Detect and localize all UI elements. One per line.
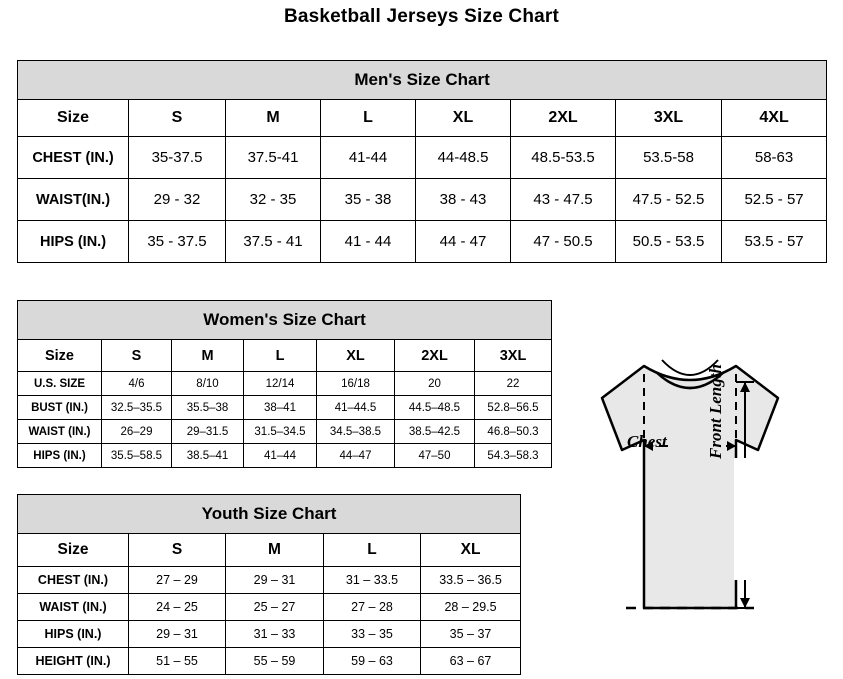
youth-cell: 55 – 59 (226, 648, 324, 675)
womens-header-cell: XL (317, 340, 395, 372)
mens-header-cell: L (321, 100, 416, 137)
youth-cell: 59 – 63 (324, 648, 421, 675)
womens-header-cell: M (172, 340, 244, 372)
mens-header-cell: 3XL (616, 100, 722, 137)
mens-size-table (17, 60, 827, 263)
mens-cell: 47 - 50.5 (511, 221, 616, 263)
jersey-illustration (540, 346, 840, 646)
mens-cell: 44 - 47 (416, 221, 511, 263)
womens-size-table (17, 300, 552, 468)
mens-cell: 35 - 38 (321, 179, 416, 221)
youth-cell: 28 – 29.5 (421, 594, 521, 621)
womens-row-label: HIPS (IN.) (18, 444, 102, 468)
mens-cell: 41-44 (321, 137, 416, 179)
womens-cell: 12/14 (244, 372, 317, 396)
womens-header-cell: 2XL (395, 340, 475, 372)
table-row (18, 621, 521, 648)
womens-cell: 16/18 (317, 372, 395, 396)
table-row (18, 420, 552, 444)
womens-row-label: WAIST (IN.) (18, 420, 102, 444)
mens-cell: 37.5-41 (226, 137, 321, 179)
mens-caption: Men's Size Chart (18, 61, 827, 100)
mens-cell: 29 - 32 (129, 179, 226, 221)
youth-cell: 63 – 67 (421, 648, 521, 675)
youth-caption: Youth Size Chart (18, 495, 521, 534)
mens-cell: 53.5 - 57 (722, 221, 827, 263)
womens-cell: 8/10 (172, 372, 244, 396)
womens-cell: 52.8–56.5 (475, 396, 552, 420)
womens-header-cell: L (244, 340, 317, 372)
womens-cell: 44–47 (317, 444, 395, 468)
youth-cell: 33.5 – 36.5 (421, 567, 521, 594)
youth-row-label: WAIST (IN.) (18, 594, 129, 621)
womens-cell: 38–41 (244, 396, 317, 420)
table-row (18, 221, 827, 263)
womens-row-label: U.S. SIZE (18, 372, 102, 396)
womens-cell: 35.5–38 (172, 396, 244, 420)
womens-cell: 32.5–35.5 (102, 396, 172, 420)
womens-cell: 22 (475, 372, 552, 396)
youth-cell: 24 – 25 (129, 594, 226, 621)
youth-header-cell: Size (18, 534, 129, 567)
mens-cell: 47.5 - 52.5 (616, 179, 722, 221)
mens-cell: 44-48.5 (416, 137, 511, 179)
mens-row-label: HIPS (IN.) (18, 221, 129, 263)
womens-header-row (18, 340, 552, 372)
mens-cell: 52.5 - 57 (722, 179, 827, 221)
youth-header-cell: S (129, 534, 226, 567)
table-row (18, 594, 521, 621)
womens-size-chart (17, 300, 551, 468)
womens-caption: Women's Size Chart (18, 301, 552, 340)
youth-header-row (18, 534, 521, 567)
womens-row-label: BUST (IN.) (18, 396, 102, 420)
chest-label: Chest (627, 432, 667, 451)
youth-cell: 27 – 28 (324, 594, 421, 621)
youth-row-label: HIPS (IN.) (18, 621, 129, 648)
youth-cell: 25 – 27 (226, 594, 324, 621)
womens-cell: 38.5–42.5 (395, 420, 475, 444)
mens-cell: 41 - 44 (321, 221, 416, 263)
mens-cell: 43 - 47.5 (511, 179, 616, 221)
mens-cell: 35 - 37.5 (129, 221, 226, 263)
youth-header-cell: M (226, 534, 324, 567)
mens-cell: 50.5 - 53.5 (616, 221, 722, 263)
table-row (18, 444, 552, 468)
womens-cell: 47–50 (395, 444, 475, 468)
mens-header-cell: M (226, 100, 321, 137)
youth-header-cell: L (324, 534, 421, 567)
youth-cell: 31 – 33 (226, 621, 324, 648)
womens-cell: 54.3–58.3 (475, 444, 552, 468)
mens-header-cell: XL (416, 100, 511, 137)
mens-header-cell: 4XL (722, 100, 827, 137)
womens-cell: 44.5–48.5 (395, 396, 475, 420)
mens-header-cell: Size (18, 100, 129, 137)
youth-header-cell: XL (421, 534, 521, 567)
mens-row-label: WAIST(IN.) (18, 179, 129, 221)
mens-size-chart (17, 60, 826, 263)
womens-cell: 34.5–38.5 (317, 420, 395, 444)
womens-cell: 38.5–41 (172, 444, 244, 468)
youth-cell: 27 – 29 (129, 567, 226, 594)
womens-cell: 46.8–50.3 (475, 420, 552, 444)
mens-cell: 32 - 35 (226, 179, 321, 221)
jersey-measurement-diagram (540, 346, 840, 666)
youth-caption-row (18, 495, 521, 534)
womens-header-cell: Size (18, 340, 102, 372)
table-row (18, 396, 552, 420)
table-row (18, 648, 521, 675)
womens-header-cell: S (102, 340, 172, 372)
womens-caption-row (18, 301, 552, 340)
table-row (18, 372, 552, 396)
womens-cell: 41–44.5 (317, 396, 395, 420)
front-length-label-plate (734, 458, 756, 580)
youth-size-chart (17, 494, 520, 675)
mens-cell: 35-37.5 (129, 137, 226, 179)
youth-cell: 29 – 31 (226, 567, 324, 594)
front-length-label: Front Length (706, 364, 725, 459)
womens-header-cell: 3XL (475, 340, 552, 372)
youth-cell: 33 – 35 (324, 621, 421, 648)
youth-row-label: CHEST (IN.) (18, 567, 129, 594)
table-row (18, 567, 521, 594)
youth-cell: 51 – 55 (129, 648, 226, 675)
front-length-arrow-bottom (740, 598, 750, 608)
table-row (18, 179, 827, 221)
mens-cell: 48.5-53.5 (511, 137, 616, 179)
womens-cell: 29–31.5 (172, 420, 244, 444)
mens-cell: 38 - 43 (416, 179, 511, 221)
mens-cell: 58-63 (722, 137, 827, 179)
womens-cell: 20 (395, 372, 475, 396)
mens-cell: 37.5 - 41 (226, 221, 321, 263)
table-row (18, 137, 827, 179)
womens-cell: 4/6 (102, 372, 172, 396)
youth-row-label: HEIGHT (IN.) (18, 648, 129, 675)
youth-cell: 31 – 33.5 (324, 567, 421, 594)
mens-header-row (18, 100, 827, 137)
mens-row-label: CHEST (IN.) (18, 137, 129, 179)
page-title: Basketball Jerseys Size Chart (283, 6, 560, 27)
youth-cell: 35 – 37 (421, 621, 521, 648)
mens-header-cell: S (129, 100, 226, 137)
youth-cell: 29 – 31 (129, 621, 226, 648)
womens-cell: 35.5–58.5 (102, 444, 172, 468)
mens-header-cell: 2XL (511, 100, 616, 137)
womens-cell: 31.5–34.5 (244, 420, 317, 444)
womens-cell: 41–44 (244, 444, 317, 468)
youth-size-table (17, 494, 521, 675)
mens-cell: 53.5-58 (616, 137, 722, 179)
womens-cell: 26–29 (102, 420, 172, 444)
mens-caption-row (18, 61, 827, 100)
